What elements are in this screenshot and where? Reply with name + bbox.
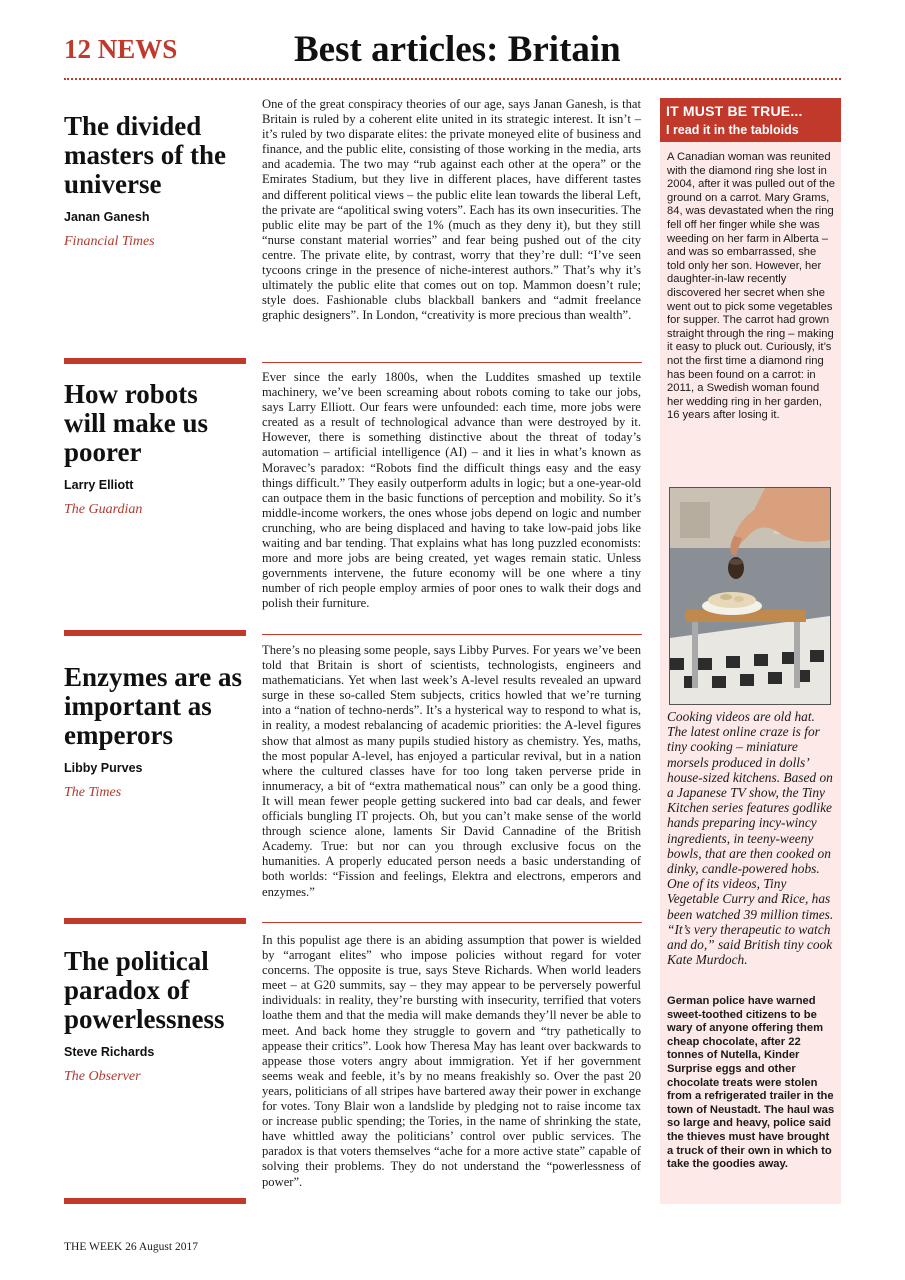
article-divider-4 (64, 1198, 246, 1204)
article-3-body: There’s no pleasing some people, says Libby Purves. For years we’ve been told that Britain is short of scientists, technologists, engineers and mathematicians. Yet when last week’s A-level results revealed an upward surge in these so-called Stem subjects, critics howled that we’re turning into a “nation of techno-nerds”. It’s a hysterical way to respond to what is, in reality, a modest rebalancing of academic priorities: the A-level figures show that almost as many pupils studied history as chemistry. Yes, maths, the most popular A-level, has enjoyed a particular revival, but in a nation where the cultured classes have for too long taken perverse pride in innumeracy, a bit of “extra mathematical nous” can only be a good thing. It will mean fewer people getting suckered into bad car deals, and fewer officials bungling IT projects. Oh, but you can’t make sense of the world through science alone, laments Sir David Cannadine of the British Academy. True: but nor can you through exclusive focus on the humanities. A properly educated person needs a basic understanding of both worlds: “Fission and feelings, Elektra and electrons, emperors and enzymes.” (262, 643, 641, 899)
article-2-header (64, 380, 246, 518)
article-1-author: Janan Ganesh (64, 210, 150, 224)
sidebar-story-chocolate: German police have warned sweet-toothed citizens to be wary of anyone offering them cheap chocolate, after 22 tonnes of Nutella, Kinder Surprise eggs and other chocolate treats were stolen from a refrigerated trailer in the town of Neustadt. The haul was so large and heavy, police said the thieves must have brought a truck of their own in which to take the goodies away. (667, 995, 835, 1171)
article-4-header (64, 947, 246, 1085)
article-4-author: Steve Richards (64, 1045, 155, 1059)
article-3-author: Libby Purves (64, 761, 143, 775)
sidebar-story-ring: A Canadian woman was reunited with the diamond ring she lost in 2004, after it was pulled out of the ground on a carrot. Mary Grams, 84, was devastated when the ring fell off her finger while she was weeding on her farm in Alberta – and was so embarrassed, she told only her son. However, her daughter-in-law recently discovered her secret when she went out to pick some vegetables for supper. The carrot had grown straight through the ring – making it easy to pluck out. Curiously, it’s not the first time a diamond ring has been found on a carrot: in 2011, a Swedish woman found her wedding ring in her garden, 16 years after losing it. (667, 151, 835, 422)
article-rule-2 (262, 634, 642, 635)
article-3-headline: Enzymes are as important as emperors (64, 662, 242, 750)
article-divider-3 (64, 918, 246, 924)
article-3-source: The Times (64, 785, 122, 800)
article-2-body: Ever since the early 1800s, when the Luddites smashed up textile machinery, we’ve been screaming about robots coming to take our jobs, says Larry Elliott. Our fears were unfounded: each time, more jobs were created as a result of technological advance than were destroyed by it. However, there is something distinctive about the threat of today’s automation – artificial intelligence (AI) – and it lies in what’s known as Moravec’s paradox: “Robots find the difficult things easy and the easy things difficult.” They easily outperform adults in logic; but a one-year-old can outpace them in the basic functions of perception and mobility. So it’s middle-income workers, the ones whose jobs depend on logic and number crunching, who are being displaced and having to take low-paid jobs like waiting and bar tending. That explains what has long puzzled economists: more and more jobs are being created, yet wages remain static. Unless governments intervene, the future economy will be one where a tiny number of rich people employ armies of poor ones to walk their dogs and polish their furniture. (262, 370, 641, 611)
article-1-source: Financial Times (64, 234, 155, 249)
top-divider (64, 78, 841, 80)
page-footer: THE WEEK 26 August 2017 (64, 1241, 198, 1253)
page-title: Best articles: Britain (294, 29, 621, 70)
article-1-body: One of the great conspiracy theories of our age, says Janan Ganesh, is that Britain is ruled by a coherent elite united in its strategic interest. It isn’t – it’s ruled by two disparate elites: the private moneyed elite of business and finance, and the public elite, consisting of those working in the media, arts and academia. The two may “rub against each other at the opera” or the Emirates Stadium, but they live in different places, have different tastes and different political views – the public elite lean towards the liberal Left, the private are “apolitical swing voters”. Each has its own insecurities. The public elite may be part of the 1% (much as they deny it), but they still “nurse constant material worries” and fear being pushed out of the city centre. The private elite, by contrast, worry that they’re dull: “I’ve seen tycoons cringe in the presence of niche-interest authors.” That’s why it’s ultimately the public elite that comes out on top. Mammon doesn’t rule; style does. Fashionable clubs blackball bankers and “admit freelance graphic designers”. In London, “creativity is more precious than wealth”. (262, 97, 641, 323)
article-2-source: The Guardian (64, 502, 143, 517)
article-2-author: Larry Elliott (64, 478, 134, 492)
sidebar-title: IT MUST BE TRUE... (666, 103, 803, 119)
sidebar-header (660, 98, 841, 142)
sidebar-subtitle: I read it in the tabloids (666, 123, 799, 137)
tiny-kitchen-photo (669, 487, 831, 705)
article-divider-2 (64, 630, 246, 636)
article-1-headline: The divided masters of the universe (64, 111, 226, 199)
article-rule-3 (262, 922, 642, 923)
article-divider-1 (64, 358, 246, 364)
section-label: 12 NEWS (64, 34, 178, 64)
article-rule-1 (262, 362, 642, 363)
article-3-header (64, 663, 246, 801)
article-4-source: The Observer (64, 1069, 141, 1084)
article-4-headline: The political paradox of powerlessness (64, 946, 225, 1034)
tabloid-sidebar (660, 98, 841, 1204)
tiny-kitchen-illustration (670, 488, 830, 704)
article-2-headline: How robots will make us poorer (64, 379, 209, 467)
photo-caption: Cooking videos are old hat. The latest online craze is for tiny cooking – miniature morsels produced in dolls’ house-sized kitchens. Based on a Japanese TV show, the Tiny Kitchen series features godlike hands preparing incy-wincy ingredients, in teeny-weeny bowls, that are then cooked on dinky, candle-powered hobs. One of its videos, Tiny Vegetable Curry and Rice, has been watched 39 million times. “It’s very therapeutic to watch and do,” said British tiny cook Kate Murdoch. (667, 709, 834, 968)
article-4-body: In this populist age there is an abiding assumption that power is wielded by “arrogant elites” who impose policies without regard for voter concerns. The opposite is true, says Steve Richards. When world leaders meet – at G20 summits, say – they may appear to be perversely powerful individuals: in reality, they’re bursting with insecurity, terrified that voters loathe them and that the media will make demands they’ll never be able to meet. And back home they struggle to govern and “try pathetically to appease their critics”. Look how Theresa May has leant over backwards to appease those voters angry about immigration. Yet if her government seems weak and feeble, it’s by no means freakishly so. Over the past 20 years, politicians of all stripes have bartered away their power in exchange for votes. Tony Blair won a landslide by pledging not to raise income tax or increase public spending; the Tories, in the name of shrinking the state, have whittled away the politicians’ control over public services. The paradox is that voters themselves “ache for a more active state” capable of solving their problems. They do not understand the “powerlessness of power”. (262, 933, 641, 1189)
article-1-header (64, 112, 246, 250)
